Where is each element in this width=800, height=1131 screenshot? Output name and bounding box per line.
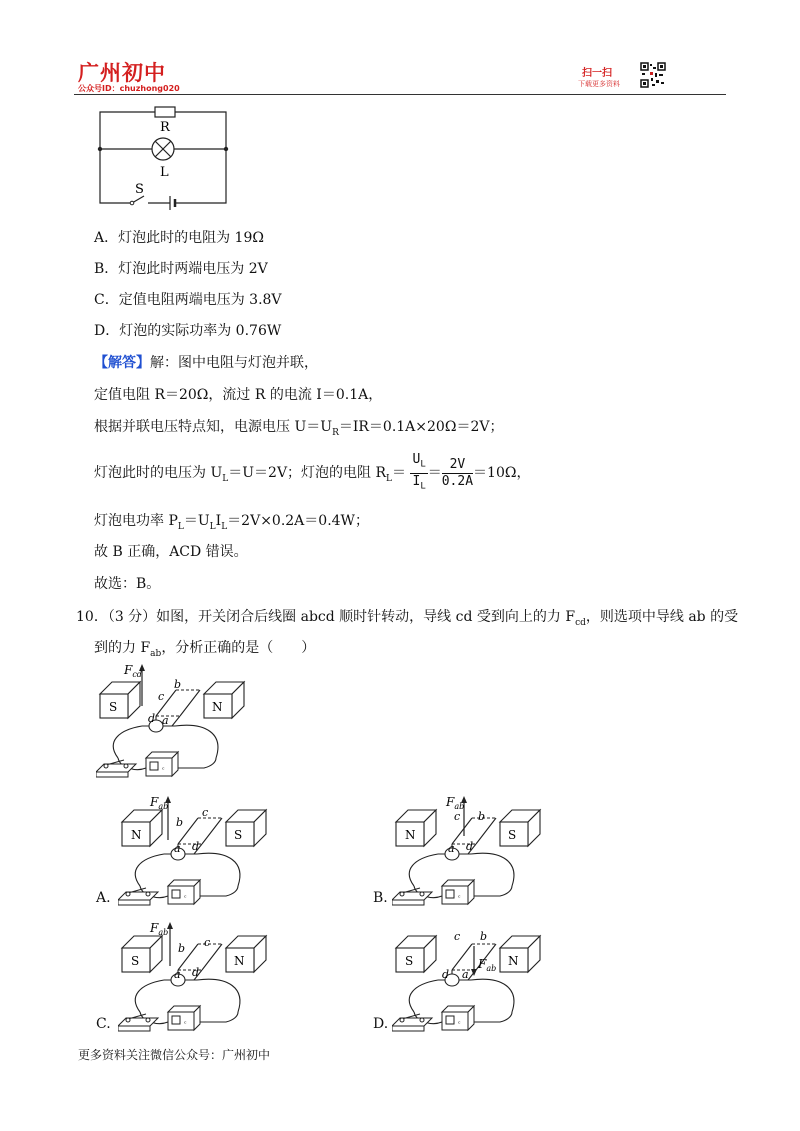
- option-d: D．灯泡的实际功率为 0.76W: [94, 323, 282, 339]
- svg-text:N: N: [131, 828, 142, 842]
- option-label-a: A.: [96, 890, 111, 906]
- magnet-left-pole: S: [109, 700, 118, 714]
- svg-text:Fab: $F_{ab}$: [446, 795, 465, 811]
- option-a: A．灯泡此时的电阻为 19Ω: [94, 230, 264, 246]
- svg-text:a: a: [462, 968, 469, 981]
- svg-text:c: c: [158, 690, 165, 703]
- svg-text:a: a: [448, 842, 455, 855]
- footer-text: 更多资料关注微信公众号：广州初中: [78, 1048, 271, 1062]
- svg-text:d: d: [148, 712, 156, 725]
- brand-title: 广州初中: [78, 61, 166, 85]
- svg-text:d: d: [442, 968, 450, 981]
- svg-text:Fab: $F_{ab}$: [478, 957, 497, 973]
- circuit-diagram: [90, 100, 240, 215]
- qr-code-icon: [640, 62, 666, 88]
- scan-box: [568, 64, 678, 94]
- fraction-2v-02a: $\frac{2V}{0.2A}$: [441, 456, 474, 489]
- resistor-label: R: [160, 120, 170, 135]
- svg-text:N: N: [234, 954, 245, 968]
- answer-header: [94, 353, 318, 373]
- motor-figure-a: [118, 790, 268, 910]
- answer-intro: 解：图中电阻与灯泡并联，: [150, 355, 318, 371]
- solution-line-6: 故选：B。: [94, 576, 161, 592]
- solution-line-2: 根据并联电压特点知，电源电压 $U=U_R=IR=0.1A\times 20\Omega=2V$；: [94, 419, 504, 438]
- motor-figure-d: [392, 916, 542, 1036]
- option-label-c: C.: [96, 1016, 111, 1032]
- svg-text:b: b: [178, 942, 186, 955]
- motor-figure-b: [392, 790, 542, 910]
- svg-text:c: c: [454, 930, 461, 943]
- brand-subtitle: 公众号ID：chuzhong020: [78, 84, 180, 93]
- answer-tag: 【解答】: [94, 355, 150, 371]
- scan-title: 扫一扫: [582, 68, 612, 79]
- svg-text:b: b: [478, 810, 486, 823]
- svg-text:b: b: [176, 816, 184, 829]
- option-b: B．灯泡此时两端电压为 2V: [94, 261, 268, 277]
- svg-text:N: N: [405, 828, 416, 842]
- svg-text:b: b: [480, 930, 488, 943]
- header-divider: [74, 94, 726, 95]
- option-c: C．定值电阻两端电压为 3.8V: [94, 292, 282, 308]
- svg-text:S: S: [131, 954, 140, 968]
- motor-figure-main: [96, 662, 246, 782]
- svg-text:d: d: [466, 840, 474, 853]
- svg-text:Fab: $F_{ab}$: [150, 921, 169, 937]
- svg-text:a: a: [174, 842, 181, 855]
- svg-text:a: a: [162, 714, 169, 727]
- solution-line-4: 灯泡电功率 $P_L=U_LI_L=2V\times 0.2A=0.4W$；: [94, 513, 369, 532]
- lamp-label: L: [160, 165, 169, 180]
- solution-line-5: 故 B 正确，ACD 错误。: [94, 544, 248, 560]
- svg-text:c: c: [204, 936, 211, 949]
- option-label-b: B.: [373, 890, 388, 906]
- svg-text:c: c: [454, 810, 461, 823]
- svg-text:d: d: [192, 840, 200, 853]
- svg-text:S: S: [405, 954, 414, 968]
- svg-text:S: S: [508, 828, 517, 842]
- svg-text:d: d: [192, 966, 200, 979]
- svg-text:S: S: [234, 828, 243, 842]
- solution-line-3: 灯泡此时的电压为 $U_L=U=2V$；灯泡的电阻 $R_L=$ $\frac{U_L}{I_L}$ ＝ $\frac{2V}{0.2A}$ ＝10Ω，: [94, 452, 530, 497]
- svg-text:a: a: [174, 968, 181, 981]
- q10-line-2: 到的力 $F_{ab}$，分析正确的是（ ）: [94, 640, 316, 659]
- svg-text:c: c: [202, 806, 209, 819]
- brand-logo: [78, 62, 198, 94]
- motor-figure-c: [118, 916, 268, 1036]
- scan-subtitle: 下载更多资料: [578, 80, 620, 88]
- svg-text:Fcd: $F_{cd}$: [124, 663, 142, 679]
- option-label-d: D.: [373, 1016, 389, 1032]
- svg-text:Fab: $F_{ab}$: [150, 795, 169, 811]
- fraction-ul-il: $\frac{U_L}{I_L}$: [412, 452, 426, 492]
- magnet-right-pole: N: [212, 700, 223, 714]
- svg-text:b: b: [174, 678, 182, 691]
- svg-text:N: N: [508, 954, 519, 968]
- q10-line-1: 10．（3 分）如图，开关闭合后线圈 abcd 顺时针转动，导线 cd 受到向上的力 $F_{cd}$，则选项中导线 ab 的受: [76, 609, 739, 628]
- solution-line-1: 定值电阻 R＝20Ω，流过 R 的电流 I＝0.1A，: [94, 387, 383, 403]
- switch-label: S: [135, 182, 144, 197]
